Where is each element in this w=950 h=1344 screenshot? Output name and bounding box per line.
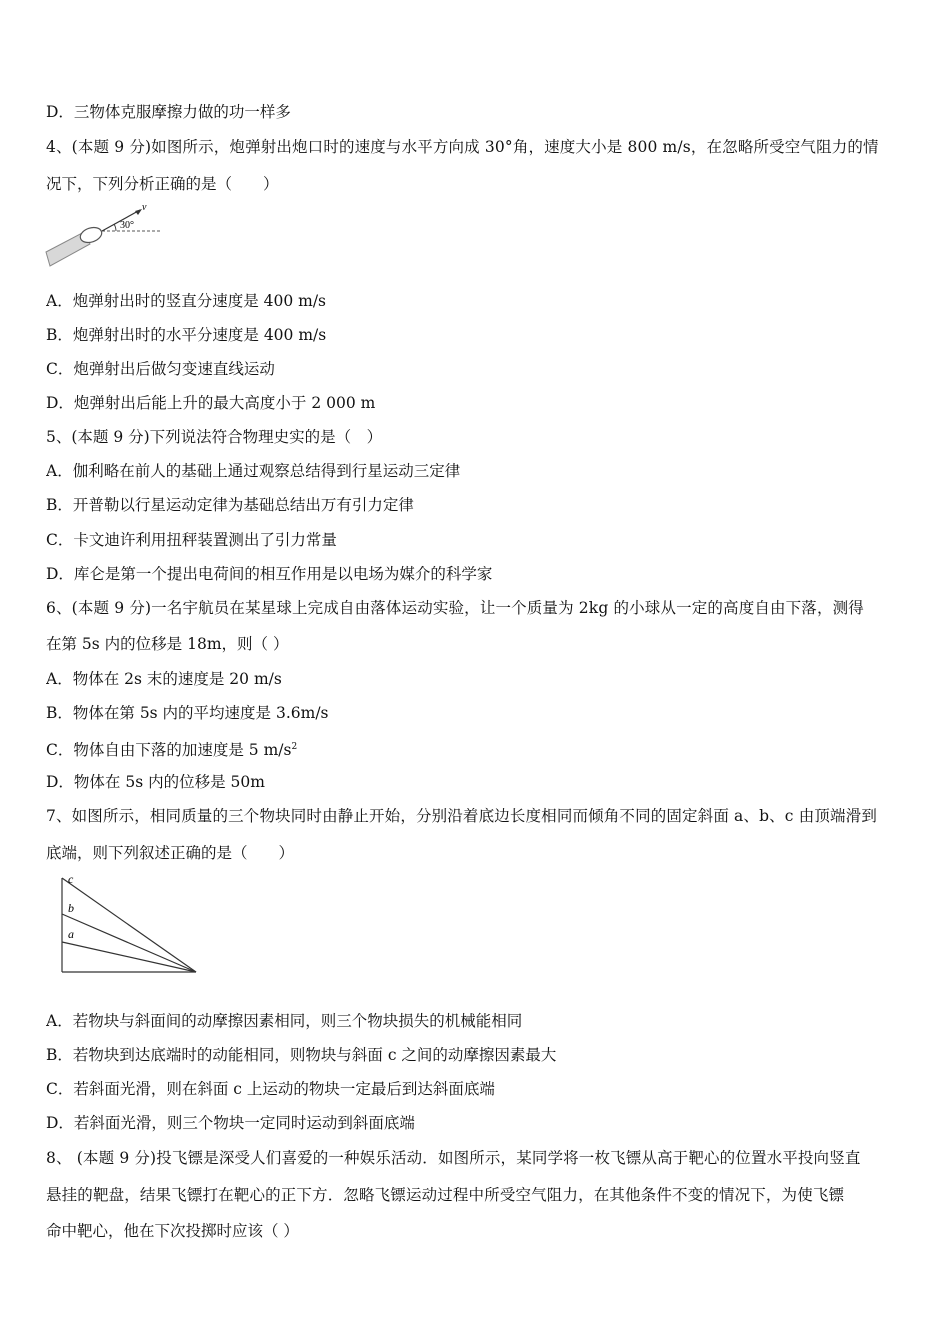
- incline-c: [62, 878, 196, 972]
- q5-option-b: B．开普勒以行星运动定律为基础总结出万有引力定律: [46, 496, 414, 514]
- q5-option-a: A．伽利略在前人的基础上通过观察总结得到行星运动三定律: [46, 462, 461, 480]
- q4-option-a: A．炮弹射出时的竖直分速度是 400 m/s: [46, 292, 327, 310]
- q5-option-c: C．卡文迪许利用扭秤装置测出了引力常量: [46, 531, 337, 549]
- q3-option-d: D．三物体克服摩擦力做的功一样多: [46, 103, 291, 121]
- q6-option-c-exponent: 2: [291, 742, 298, 752]
- q6-option-b: B．物体在第 5s 内的平均速度是 3.6m/s: [46, 704, 329, 722]
- q5-stem: 5、(本题 9 分)下列说法符合物理史实的是（ ）: [46, 428, 383, 446]
- q8-stem-line2: 悬挂的靶盘，结果飞镖打在靶心的正下方．忽略飞镖运动过程中所受空气阻力，在其他条件不变的情况下，为使飞镖: [46, 1186, 845, 1204]
- q7-option-a: A．若物块与斜面间的动摩擦因素相同，则三个物块损失的机械能相同: [46, 1012, 523, 1030]
- label-c: c: [68, 872, 74, 886]
- inclined-planes-figure: [56, 872, 204, 976]
- velocity-label: v: [142, 202, 147, 213]
- q4-option-c: C．炮弹射出后做匀变速直线运动: [46, 360, 275, 378]
- q6-stem-line1: 6、(本题 9 分)一名宇航员在某星球上完成自由落体运动实验，让一个质量为 2kg 的小球从一定的高度自由下落，测得: [46, 599, 864, 617]
- q7-option-b: B．若物块到达底端时的动能相同，则物块与斜面 c 之间的动摩擦因素最大: [46, 1046, 557, 1064]
- label-b: b: [68, 901, 74, 915]
- q6-option-c-text: C．物体自由下落的加速度是 5 m/s: [46, 741, 292, 760]
- q4-option-d: D．炮弹射出后能上升的最大高度小于 2 000 m: [46, 394, 376, 412]
- q4-stem-line1: 4、(本题 9 分)如图所示，炮弹射出炮口时的速度与水平方向成 30°角，速度大小是 800 m/s，在忽略所受空气阻力的情: [46, 138, 879, 156]
- q8-stem-line1: 8、 (本题 9 分)投飞镖是深受人们喜爱的一种娱乐活动．如图所示，某同学将一枚飞镖从高于靶心的位置水平投向竖直: [46, 1149, 861, 1167]
- q6-stem-line2: 在第 5s 内的位移是 18m，则（ ）: [46, 635, 289, 653]
- q4-stem-line2: 况下，下列分析正确的是（ ）: [46, 175, 279, 193]
- q5-option-d: D．库仑是第一个提出电荷间的相互作用是以电场为媒介的科学家: [46, 565, 493, 583]
- q6-option-d: D．物体在 5s 内的位移是 50m: [46, 773, 265, 791]
- q7-option-d: D．若斜面光滑，则三个物块一定同时运动到斜面底端: [46, 1114, 415, 1132]
- incline-a: [62, 942, 196, 972]
- incline-b: [62, 914, 196, 972]
- q8-stem-line3: 命中靶心，他在下次投掷时应该（ ）: [46, 1222, 299, 1240]
- angle-label: 30°: [120, 220, 134, 231]
- label-a: a: [68, 927, 74, 941]
- velocity-arrowhead: [135, 209, 142, 215]
- cannon-figure: [44, 202, 168, 272]
- angle-arc: [114, 224, 116, 231]
- q7-stem-line2: 底端，则下列叙述正确的是（ ）: [46, 844, 295, 862]
- q7-stem-line1: 7、如图所示，相同质量的三个物块同时由静止开始，分别沿着底边长度相同而倾角不同的固定斜面 a、b、c 由顶端滑到: [46, 807, 877, 825]
- q4-option-b: B．炮弹射出时的水平分速度是 400 m/s: [46, 326, 327, 344]
- q7-option-c: C．若斜面光滑，则在斜面 c 上运动的物块一定最后到达斜面底端: [46, 1080, 495, 1098]
- q6-option-a: A．物体在 2s 末的速度是 20 m/s: [46, 670, 282, 688]
- q6-option-c: [46, 737, 908, 760]
